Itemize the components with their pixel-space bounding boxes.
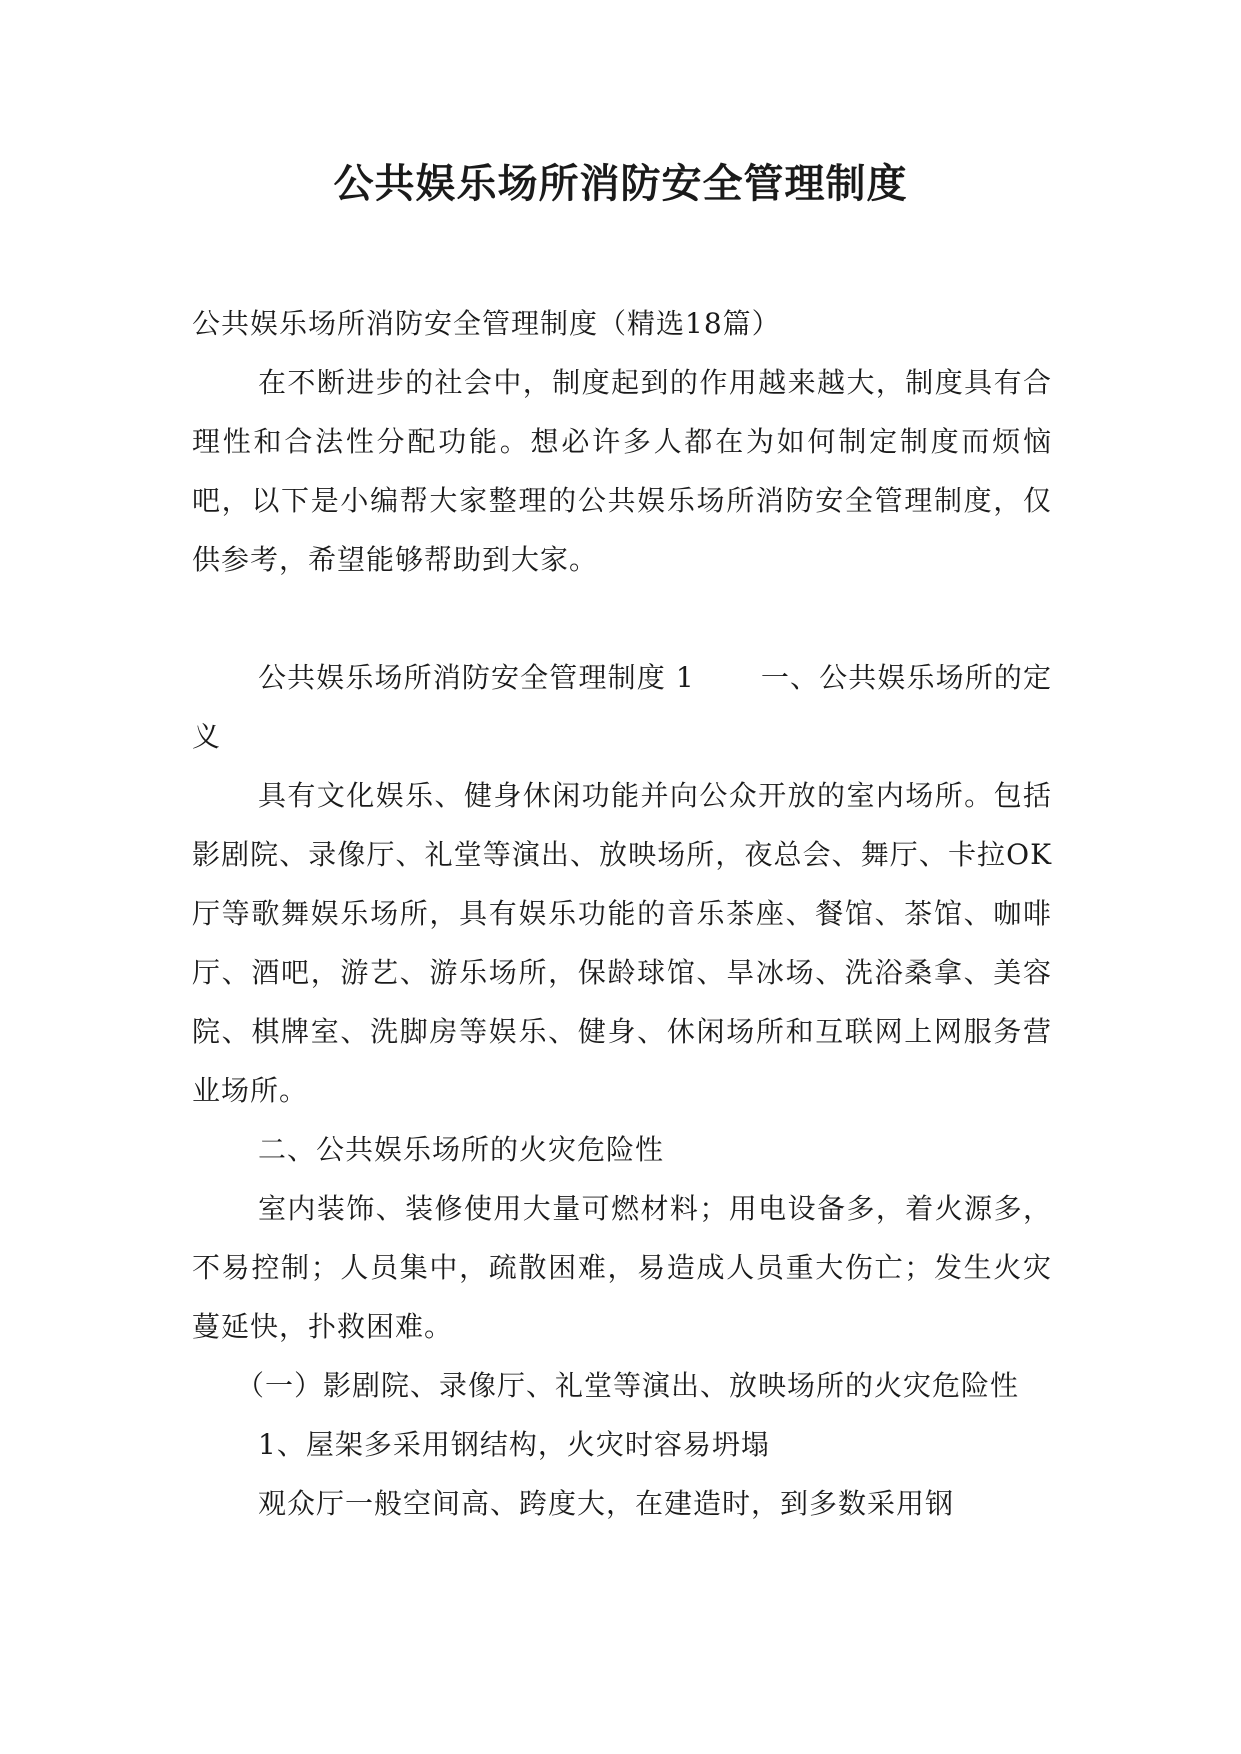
document-subtitle: 公共娱乐场所消防安全管理制度（精选18篇） <box>192 307 781 340</box>
section-1-heading-line <box>192 648 1052 766</box>
paragraph-gap <box>192 589 1052 648</box>
section-1-heading: 公共娱乐场所消防安全管理制度 1 <box>258 661 695 694</box>
document-title: 公共娱乐场所消防安全管理制度 <box>333 161 908 207</box>
item-1-paragraph: 观众厅一般空间高、跨度大，在建造时，到多数采用钢 <box>258 1487 955 1520</box>
part-2-paragraph: 室内装饰、装修使用大量可燃材料；用电设备多，着火源多，不易控制；人员集中，疏散困难，易造成人员重大伤亡；发生火灾蔓延快，扑救困难。 <box>192 1192 1052 1343</box>
part-2-heading: 二、公共娱乐场所的火灾危险性 <box>258 1133 665 1166</box>
definition-paragraph: 具有文化娱乐、健身休闲功能并向公众开放的室内场所。包括影剧院、录像厅、礼堂等演出、放映场所，夜总会、舞厅、卡拉OK厅等歌舞娱乐场所，具有娱乐功能的音乐茶座、餐馆、茶馆、咖啡厅、酒吧，游艺、游乐场所，保龄球馆、旱冰场、洗浴桑拿、美容院、棋牌室、洗脚房等娱乐、健身、休闲场所和互联网上网服务营业场所。 <box>192 779 1052 1107</box>
section-1-part-1-heading: 一、公共娱乐场所的定义 <box>192 661 1052 753</box>
sub-1-heading: （一）影剧院、录像厅、礼堂等演出、放映场所的火灾危险性 <box>236 1369 1020 1402</box>
item-1-heading: 1、屋架多采用钢结构，火灾时容易坍塌 <box>258 1428 770 1461</box>
intro-paragraph: 在不断进步的社会中，制度起到的作用越来越大，制度具有合理性和合法性分配功能。想必许多人都在为如何制定制度而烦恼吧，以下是小编帮大家整理的公共娱乐场所消防安全管理制度，仅供参考，希望能够帮助到大家。 <box>192 366 1052 576</box>
document-body <box>192 294 1052 1533</box>
